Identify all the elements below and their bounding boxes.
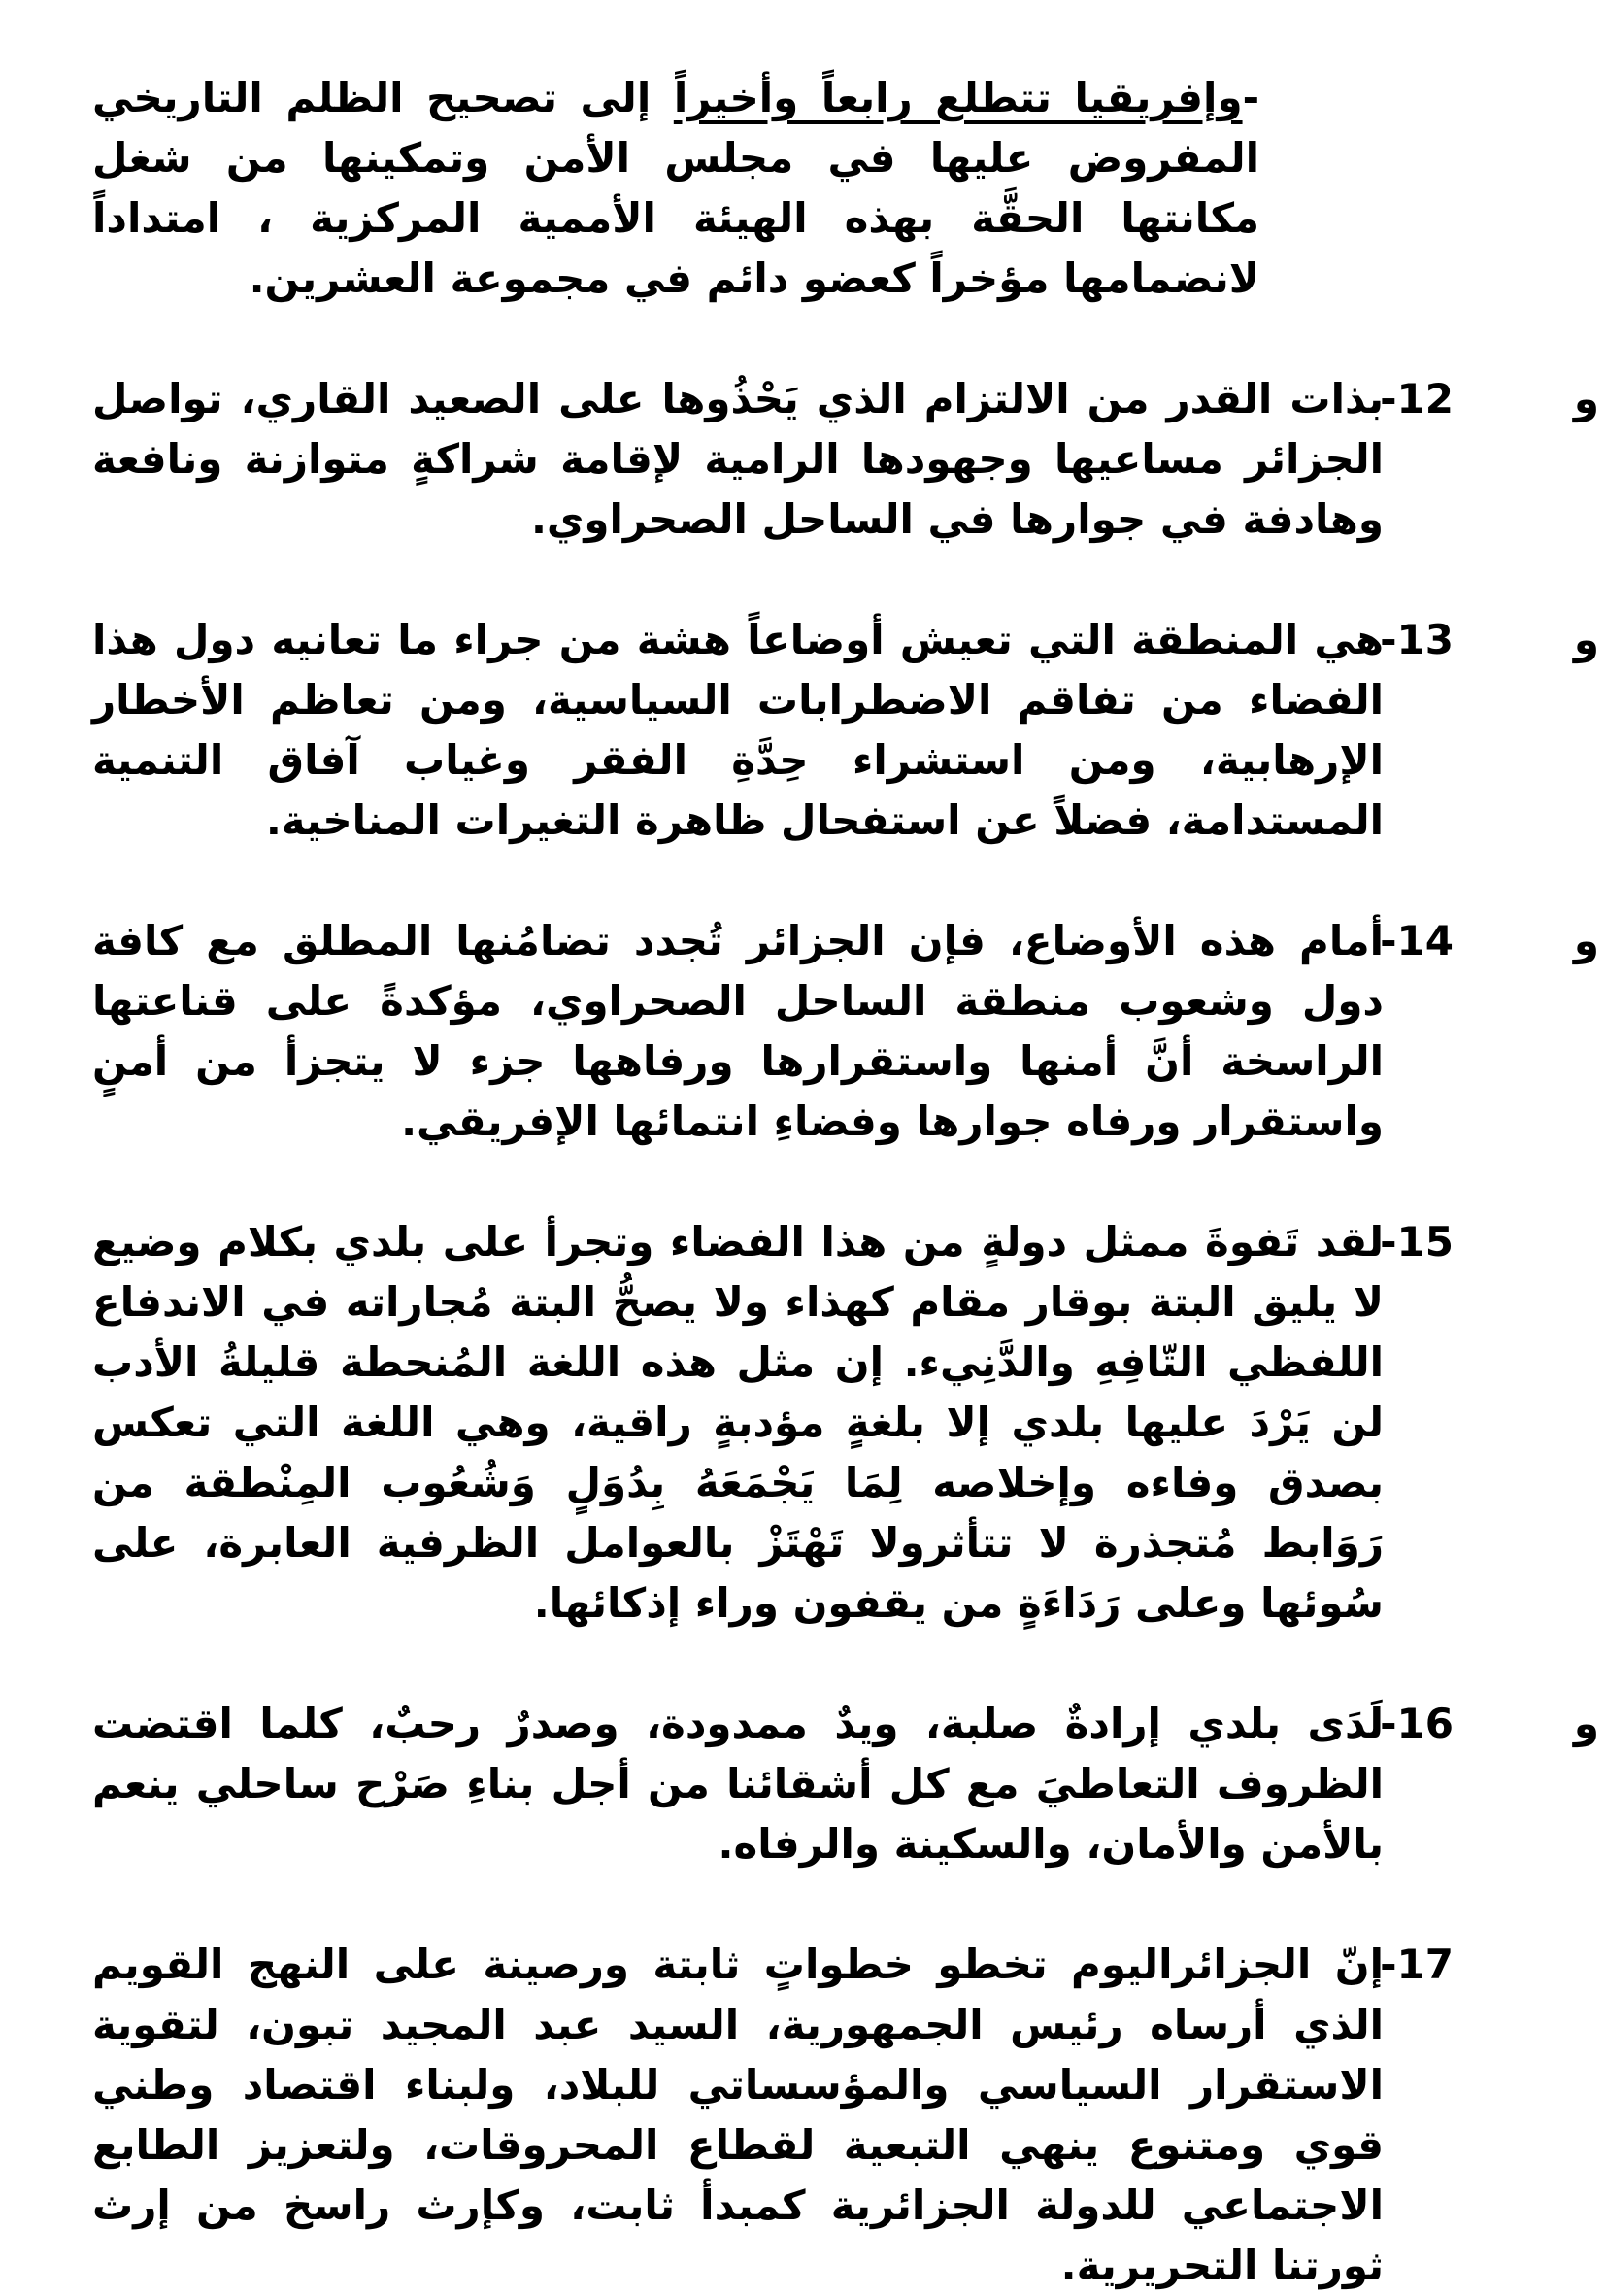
paragraph-13-text: هي المنطقة التي تعيش أوضاعاً هشة من جراء ما تعانيه دول هذا الفضاء من تفاقم الاضطرابات السياسية، ومن تعاظم الأخطار الإرهابية، ومن استشراء حِدَّةِ الفقر وغياب آفاق التنمية المستدامة، فضلاً عن استفحال ظاهرة التغيرات المناخية. <box>92 616 1384 844</box>
paragraph-17-text: إنّ الجزائراليوم تخطو خطواتٍ ثابتة ورصينة على النهج القويم الذي أرساه رئيس الجمهورية، السيد عبد المجيد تبون، لتقوية الاستقرار السياسي والمؤسساتي للبلاد، ولبناء اقتصاد وطني قوي ومتنوع ينهي التبعية لقطاع المحروقات، ولتعزيز الطابع الاجتماعي للدولة الجزائرية كمبدأ ثابت، وكإرث راسخ من إرث ثورتنا التحريرية. <box>92 1941 1384 2289</box>
paragraph-14 <box>92 911 1599 1152</box>
paragraph-17 <box>92 1935 1454 2296</box>
paragraph-15-number: -15 <box>1380 1218 1454 1266</box>
paragraph-16 <box>92 1694 1599 1874</box>
paragraph-16-leading-waw: و <box>1573 1700 1599 1747</box>
paragraph-13-leading-waw: و <box>1573 616 1599 663</box>
paragraph-12-text: بذات القدر من الالتزام الذي يَحْذُوها على الصعيد القاري، تواصل الجزائر مساعيها وجهودها الرامية لإقامة شراكةٍ متوازنة ونافعة وهادفة في جوارها في الساحل الصحراوي. <box>92 375 1384 543</box>
paragraph-15 <box>92 1212 1454 1634</box>
paragraph-13 <box>92 610 1599 851</box>
paragraph-12 <box>92 369 1599 550</box>
intro-underlined-phrase: وإفريقيا تتطلع رابعاً وأخيراً <box>673 74 1243 121</box>
paragraph-14-text: أمام هذه الأوضاع، فإن الجزائر تُجدد تضامُنها المطلق مع كافة دول وشعوب منطقة الساحل الصحراوي، مؤكدةً على قناعتها الراسخة أنَّ أمنها واستقرارها ورفاهها جزء لا يتجزأ من أمنٍ واستقرار ورفاه جوارها وفضاءِ انتمائها الإفريقي. <box>92 917 1384 1145</box>
paragraph-15-text: لقد تَفوةَ ممثل دولةٍ من هذا الفضاء وتجرأ على بلدي بكلام وضيع لا يليق البتة بوقار مقام كهذاء ولا يصحُّ البتة مُجاراته في الاندفاع اللفظي التّافِهِ والدَّنِيء. إن مثل هذه اللغة المُنحطة قليلةُ الأدب لن يَرْدَ عليها بلدي إلا بلغةٍ مؤدبةٍ راقية، وهي اللغة التي تعكس بصدق وفاءه وإخلاصه لِمَا يَجْمَعَهُ بِدُوَلٍ وَشُعُوب المِنْطقة من رَوَابط مُتجذرة لا تتأثرولا تَهْتَزْ بالعوامل الظرفية العابرة، على سُوئها وعلى رَدَاءَةٍ من يقفون وراء إذكائها. <box>92 1218 1384 1627</box>
intro-text: إلى تصحيح الظلم التاريخي المفروض عليها في مجلس الأمن وتمكينها من شغل مكانتها الحقَّة بهذه الهيئة الأممية المركزية ، امتداداً لانضمامها مؤخراً كعضو دائم في مجموعة العشرين. <box>92 74 1259 302</box>
intro-paragraph <box>92 68 1259 309</box>
paragraph-14-number: -14 <box>1380 917 1454 964</box>
paragraph-14-leading-waw: و <box>1573 917 1599 964</box>
paragraph-12-number: -12 <box>1380 375 1454 422</box>
paragraph-17-number: -17 <box>1380 1941 1454 1988</box>
paragraph-13-number: -13 <box>1380 616 1454 663</box>
paragraph-12-leading-waw: و <box>1573 375 1599 422</box>
paragraph-16-text: لَدَى بلدي إرادةٌ صلبة، ويدٌ ممدودة، وصدرٌ رحبٌ، كلما اقتضت الظروف التعاطيَ مع كل أشقائنا من أجل بناءِ صَرْح ساحلي ينعم بالأمن والأمان، والسكينة والرفاه. <box>92 1700 1384 1868</box>
paragraph-16-number: -16 <box>1380 1700 1454 1747</box>
intro-dash: - <box>1242 74 1259 121</box>
